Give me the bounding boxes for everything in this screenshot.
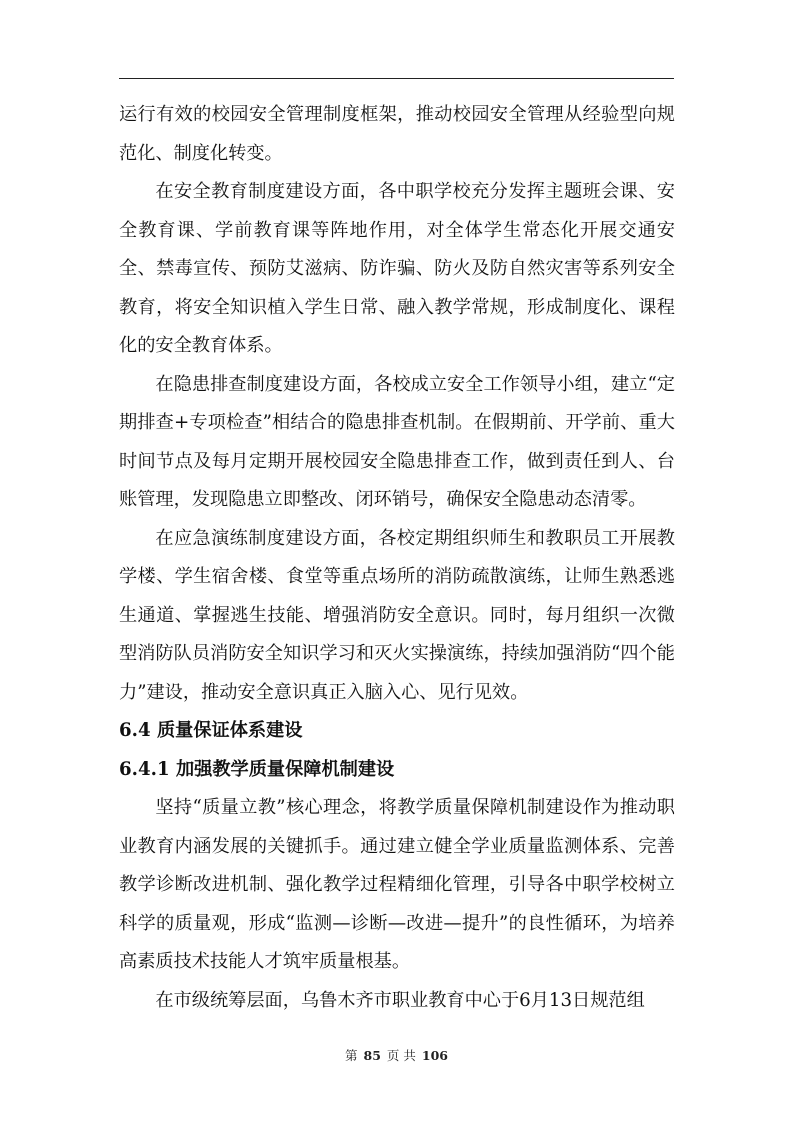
footer-prefix: 第 bbox=[345, 1048, 358, 1063]
total-page-count: 106 bbox=[421, 1048, 448, 1063]
header-rule bbox=[119, 78, 674, 79]
paragraph-quality-concept: 坚持“质量立教”核心理念，将教学质量保障机制建设作为推动职业教育内涵发展的关键抓手。通过建立健全学业质量监测体系、完善教学诊断改进机制、强化教学过程精细化管理，引导各中职学校树立科学的质量观，形成“监测—诊断—改进—提升”的良性循环，为培养高素质技术技能人才筑牢质量根基。 bbox=[119, 797, 675, 972]
paragraph-hazard-inspection: 在隐患排查制度建设方面，各校成立安全工作领导小组，建立“定期排查+专项检查”相结合的隐患排查机制。在假期前、开学前、重大时间节点及每月定期开展校园安全隐患排查工作，做到责任到人、台账管理，发现隐患立即整改、闭环销号，确保安全隐患动态清零。 bbox=[119, 373, 675, 510]
subsection-heading: 6.4.1 加强教学质量保障机制建设 bbox=[119, 758, 395, 780]
section-heading: 6.4 质量保证体系建设 bbox=[119, 720, 303, 741]
document-body bbox=[119, 96, 675, 1020]
paragraph-emergency-drill: 在应急演练制度建设方面，各校定期组织师生和教职员工开展教学楼、学生宿舍楼、食堂等重点场所的消防疏散演练，让师生熟悉逃生通道、掌握逃生技能、增强消防安全意识。同时，每月组织一次微型消防队员消防安全知识学习和灭火实操演练，持续加强消防“四个能力”建设，推动安全意识真正入脑入心、见行见效。 bbox=[119, 527, 675, 703]
footer-middle: 页 共 bbox=[386, 1048, 416, 1063]
paragraph-continuation: 运行有效的校园安全管理制度框架，推动校园安全管理从经验型向规范化、制度化转变。 bbox=[119, 104, 675, 164]
paragraph-city-level: 在市级统筹层面，乌鲁木齐市职业教育中心于6月13日规范组 bbox=[155, 989, 645, 1011]
current-page-number: 85 bbox=[363, 1048, 381, 1063]
paragraph-safety-education: 在安全教育制度建设方面，各中职学校充分发挥主题班会课、安全教育课、学前教育课等阵地作用，对全体学生常态化开展交通安全、禁毒宣传、预防艾滋病、防诈骗、防火及防自然灾害等系列安全教育，将安全知识植入学生日常、融入教学常规，形成制度化、课程化的安全教育体系。 bbox=[119, 181, 675, 356]
page-footer bbox=[0, 1046, 793, 1064]
